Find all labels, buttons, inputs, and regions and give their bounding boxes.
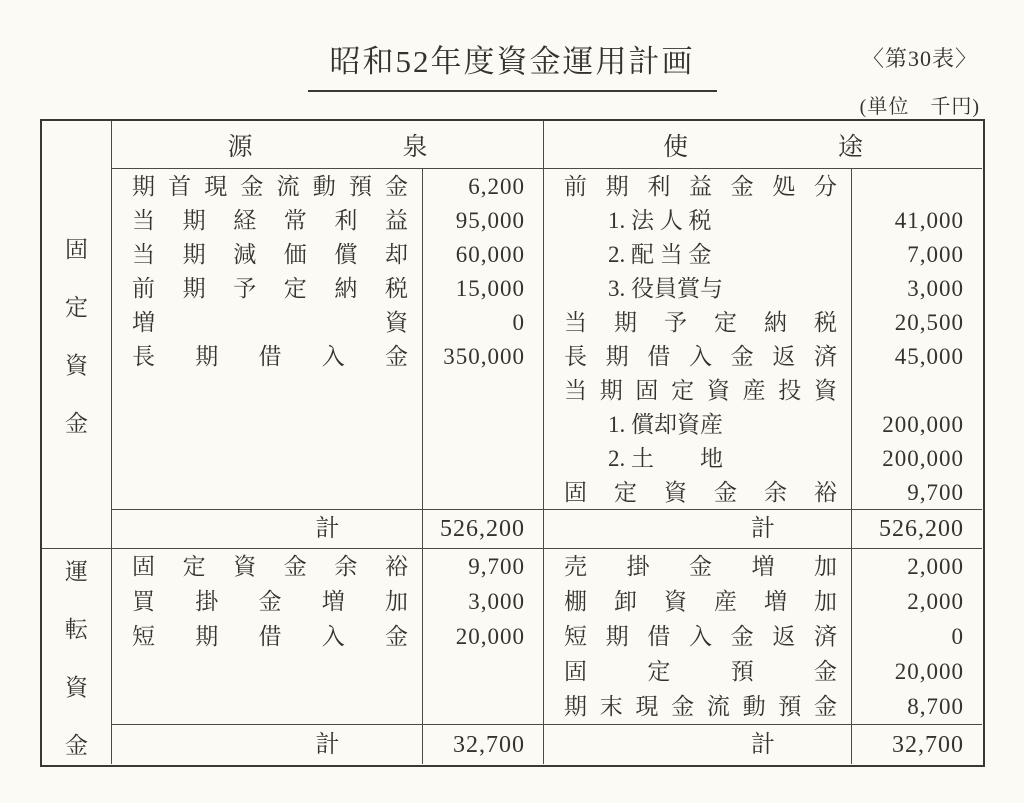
row-value: 9,700 (468, 554, 525, 579)
row-label: 2. 配 当 金 (608, 241, 712, 267)
fixed-use-total-row (544, 509, 982, 549)
section-label-fixed-funds (42, 121, 112, 549)
row-value: 20,000 (455, 624, 525, 649)
row-value: 2,000 (907, 554, 964, 579)
column-header-source-text: 源 泉 (227, 133, 428, 161)
row-label: 当期減価償却 (132, 241, 408, 267)
working-source-total-row (112, 724, 544, 764)
row-label: 当期予定納税 (564, 309, 837, 335)
row-label: 買掛金増加 (132, 589, 408, 614)
column-header-source (112, 121, 544, 169)
row-value: 95,000 (455, 207, 525, 233)
fixed-use-items (544, 169, 982, 509)
working-use-total-row (544, 724, 982, 764)
fund-plan-table (40, 119, 985, 767)
total-value: 526,200 (440, 516, 525, 542)
total-label: 計 (315, 731, 340, 758)
working-source-items (112, 549, 544, 724)
row-value: 200,000 (882, 411, 964, 437)
row-value: 20,000 (894, 659, 964, 684)
row-value: 3,000 (907, 275, 964, 301)
fixed-source-total-row (112, 509, 544, 549)
table-number: 〈第30表〉 (861, 46, 978, 71)
row-value: 6,200 (468, 173, 525, 199)
unit-note: (単位 千円) (859, 96, 980, 118)
total-value: 32,700 (892, 731, 964, 758)
row-value: 2,000 (907, 589, 964, 614)
row-label: 短期借入金 (132, 624, 408, 649)
total-value: 526,200 (879, 516, 964, 542)
row-label: 短期借入金返済 (564, 624, 837, 649)
section-label-fixed-funds-text: 固 定 資 金 (65, 237, 88, 436)
total-value: 32,700 (453, 731, 525, 758)
row-value: 45,000 (894, 343, 964, 369)
row-label: 当期経常利益 (132, 207, 408, 233)
row-value: 3,000 (468, 589, 525, 614)
row-label: 3. 役員賞与 (608, 275, 723, 301)
row-label: 期首現金流動預金 (132, 173, 408, 199)
row-label: 前期予定納税 (132, 275, 408, 301)
row-label: 長期借入金 (132, 343, 408, 369)
row-value: 60,000 (455, 241, 525, 267)
working-use-items (544, 549, 982, 724)
row-label: 固定資金余裕 (564, 479, 837, 505)
row-value: 15,000 (455, 275, 525, 301)
column-header-use-text: 使 途 (663, 133, 863, 161)
total-label: 計 (751, 731, 775, 758)
row-label: 1. 償却資産 (608, 411, 723, 437)
row-label: 増資 (132, 309, 408, 335)
row-label: 棚卸資産増加 (564, 589, 837, 614)
row-label: 期末現金流動預金 (564, 694, 837, 719)
column-header-use (544, 121, 982, 169)
row-label: 売掛金増加 (564, 554, 837, 579)
row-value: 350,000 (443, 343, 525, 369)
row-label: 固定預金 (564, 659, 837, 684)
page-title-text: 昭和52年度資金運用計画 (308, 36, 717, 92)
row-value: 200,000 (882, 445, 964, 471)
row-label: 当期固定資産投資 (564, 377, 837, 403)
section-label-working-funds (42, 549, 112, 764)
section-label-working-funds-text: 運 転 資 金 (65, 559, 88, 758)
total-label: 計 (315, 516, 340, 542)
row-value: 20,500 (894, 309, 964, 335)
total-label: 計 (751, 516, 775, 542)
row-value: 8,700 (907, 694, 964, 719)
row-label: 2. 土 地 (608, 445, 723, 471)
row-label: 固定資金余裕 (132, 554, 408, 579)
row-value: 0 (951, 624, 964, 649)
row-value: 7,000 (907, 241, 964, 267)
row-value: 41,000 (894, 207, 964, 233)
row-label: 1. 法 人 税 (608, 207, 712, 233)
row-value: 0 (512, 309, 525, 335)
row-label: 前期利益金処分 (564, 173, 837, 199)
row-value: 9,700 (907, 479, 964, 505)
fixed-source-items (112, 169, 544, 509)
row-label: 長期借入金返済 (564, 343, 837, 369)
